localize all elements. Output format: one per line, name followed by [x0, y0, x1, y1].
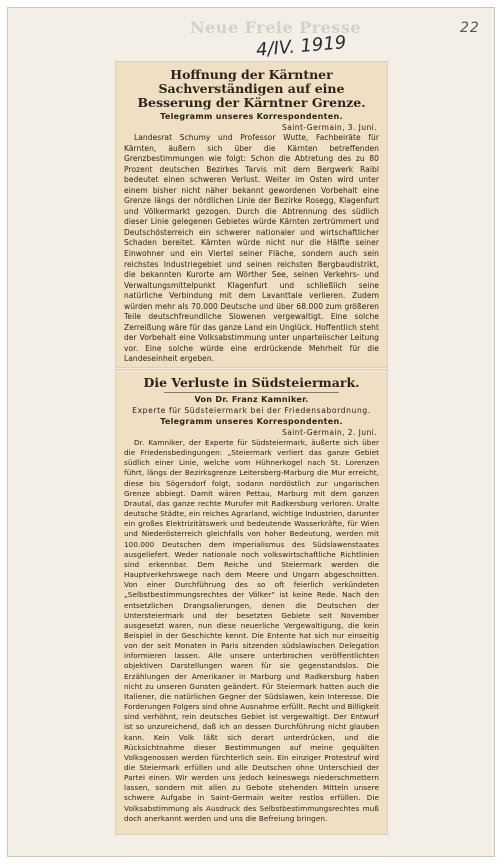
- article-headline: Die Verluste in Südsteiermark.: [143, 375, 360, 390]
- article-author: Von Dr. Franz Kamniker.: [194, 395, 309, 404]
- article-dateline: Saint-Germain, 2. Juni.: [282, 428, 377, 437]
- newspaper-masthead: Neue Freie Presse: [190, 18, 362, 37]
- article-body: [124, 133, 379, 365]
- article-author-role: Experte für Südsteiermark bei der Friedensabordnung.: [132, 406, 371, 415]
- clipping-styria: [116, 370, 387, 834]
- article-paragraph: Landesrat Schumy und Professor Wutte, Fachbeiräte für Kärnten, äußern sich über die Kärnten betreffenden Grenzbestimmungen wie folgt: Schon die Abtretung des zu 80 Prozent deutschen Bezirkes Tarvis mit dem Bergwerk Raibl bedeutet einen schweren Verlust. Weiter im Osten wird unter einem bisher nicht näher bekannt gewordenen Vorbehalt eine Grenze längs der nördlichen Linie der Bezirke Rosegg, Klagenfurt und Völkermarkt gezogen. Durch die Abtrennung des südlich dieser Linie gelegenen Gebietes würde Kärnten zertrümmert und Deutschösterreich ein schwerer nationaler und wirtschaftlicher Schaden bereitet. Kärnten würde nicht nur die Hälfte seiner Einwohner und ein Viertel seiner Fläche, sondern auch sein reichstes Industriegebiet und seinen reichsten Bergbaudistrikt, die bekannten Kurorte am Wörther See, seinen Verkehrs- und Verwaltungsmittelpunkt Klagenfurt und schließlich seine natürliche Verbindung mit dem Lavanttale verlieren. Zudem würden mehr als 70.000 Deutsche und über 68.000 zum größeren Teile deutschfreundliche Slowenen vergewaltigt. Eine solche Zerreißung wäre für das ganze Land ein Unglück. Hoffentlich steht der Vorbehalt eine Volksabstimmung unter unparteiischer Leitung vor. Eine solche würde eine erdrückende Mehrheit für die Landeseinheit ergeben.: [124, 133, 379, 364]
- article-body: [124, 438, 379, 824]
- archive-number: 22: [460, 20, 480, 36]
- clipping-carinthia: [116, 62, 387, 367]
- article-byline: Telegramm unseres Korrespondenten.: [160, 417, 343, 426]
- divider: [164, 392, 339, 393]
- handwritten-date: 4/IV. 1919: [255, 32, 348, 61]
- article-byline: Telegramm unseres Korrespondenten.: [160, 112, 343, 121]
- article-dateline: Saint-Germain, 3. Juni.: [282, 123, 377, 132]
- article-headline: Hoffnung der Kärntner Sachverständigen auf eine Besserung der Kärntner Grenze.: [137, 67, 366, 110]
- article-paragraph: Dr. Kamniker, der Experte für Südsteiermark, äußerte sich über die Friedensbedingungen: „Steiermark verliert das ganze Gebiet südlich einer Linie, welche vom Hühnerkogel nach St. Lorenzen führt, längs der Bezirksgrenze Leitersberg-Marburg die Mur erreicht, diese bis Sögersdorf folgt, sodann nordöstlich zur ungarischen Grenze abbiegt. Damit wären Pettau, Marburg mit dem ganzen Drautal, das ganze rechte Murufer mit Radkersburg verloren. Uralte deutsche Städte, ein reiches Agrarland, wichtige Industrien, darunter ein großes Elektrizitätswerk und bedeutende Wasserkräfte, für Wien und Niederösterreich gleichfalls von hoher Bedeutung, werden mit 100.000 Deutschen dem Imperialismus des Südslawenstaates ausgeliefert. Weder nationale noch volkswirtschaftliche Richtlinien sind erkennbar. Dem Reiche und Steiermark werden die Hauptverkehrswege nach dem Meere und Ungarn abgeschnitten. Von einer Durchführung des so oft feierlich verkündeten „Selbstbestimmungsrechtes der Völker“ ist keine Rede. Nach den entsetzlichen Drangsalierungen, denen die Deutschen der Untersteiermark und der besetzten Gebiete seit November ausgesetzt waren, nun diese neuerliche Vergewaltigung, die kein Beispiel in der Geschichte kennt. Die Entente hat sich nur einseitig von der seit Monaten in Paris sitzenden südslawischen Delegation informieren lassen. Alle unsere unterbrochen veröffentlichten objektiven Darstellungen waren für sie gegenstandslos. Die Erzählungen der Amerikaner in Marburg und Radkersburg haben nicht zu unseren Gunsten geändert. Für Steiermark hatten auch die Italiener, die natürlichen Gegner der Südslawen, kein Interesse. Die Forderungen Folgers sind ohne Ausnahme erfüllt. Recht und Billigkeit sind verhöhnt, rein deutsches Gebiet ist vergewaltigt. Der Entwurf ist so unzureichend, daß ich an dessen Durchführung nicht glauben kann. Kein Volk läßt sich derart unterdrücken, und die Rücksichtnahme dieser Bestimmungen auf meine gequälten Volksgenossen werden fürchterlich sein. Ein einziger Protestruf wird die Steiermark erfüllen und alle Deutschen ohne Unterschied der Partei einen. Wir werden uns jedoch keineswegs niederschmettern lassen, sondern mit allen zu Gebote stehenden Mitteln unsere schwere Aufgabe in Saint-Germain weiter restlos erfüllen. Die Volksabstimmung als Ausdruck des Selbstbestimmungsrechtes muß doch anerkannt werden und uns die Befreiung bringen.: [124, 438, 379, 823]
